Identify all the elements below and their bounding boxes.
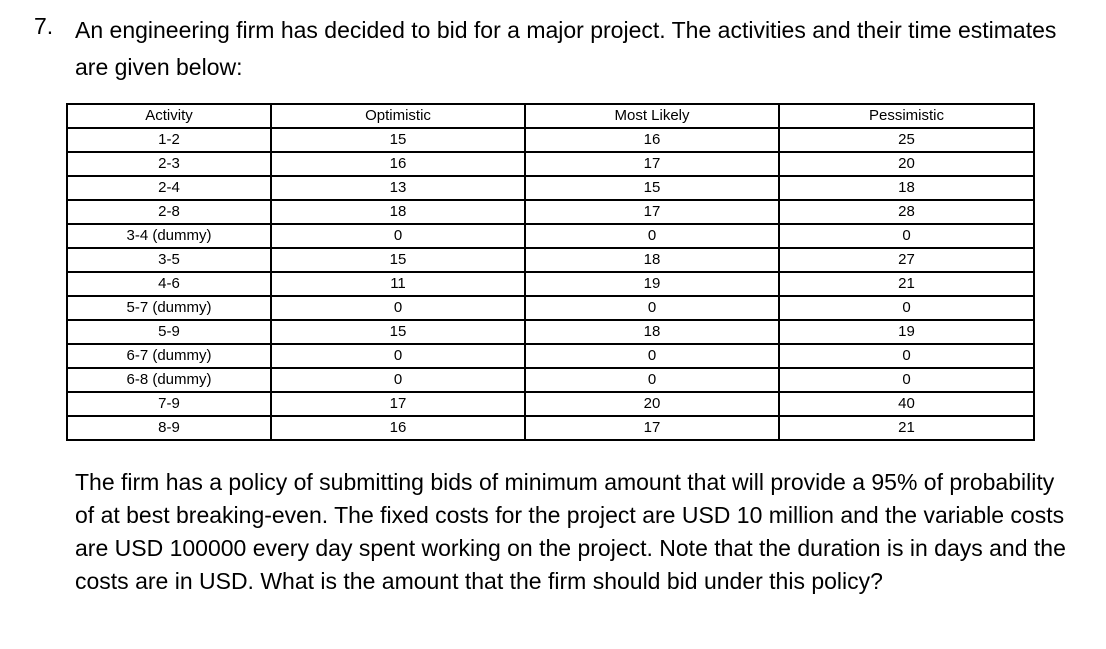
optimistic-cell: 16 [271, 416, 525, 440]
table-row [67, 320, 1034, 344]
table-row [67, 176, 1034, 200]
optimistic-cell: 0 [271, 224, 525, 248]
optimistic-cell: 0 [271, 296, 525, 320]
table-body [67, 128, 1034, 440]
table-row [67, 392, 1034, 416]
optimistic-cell: 15 [271, 128, 525, 152]
pessimistic-cell: 0 [779, 344, 1034, 368]
question-body: The firm has a policy of submitting bids of minimum amount that will provide a 95% of probability of at best breaking-even. The fixed costs for the project are USD 10 million and the variable costs are USD 100000 every day spent working on the project. Note that the duration is in days and the costs are in USD. What is the amount that the firm should bid under this policy? [75, 469, 1066, 594]
most-likely-cell: 17 [525, 152, 779, 176]
activity-cell: 7-9 [67, 392, 271, 416]
activity-time-table [66, 103, 1035, 441]
most-likely-cell: 18 [525, 320, 779, 344]
activity-cell: 2-8 [67, 200, 271, 224]
pessimistic-cell: 0 [779, 296, 1034, 320]
optimistic-cell: 17 [271, 392, 525, 416]
table-row [67, 344, 1034, 368]
table-row [67, 296, 1034, 320]
activity-cell: 2-3 [67, 152, 271, 176]
table-row [67, 128, 1034, 152]
pessimistic-cell: 21 [779, 272, 1034, 296]
pessimistic-cell: 25 [779, 128, 1034, 152]
optimistic-cell: 0 [271, 368, 525, 392]
pessimistic-cell: 21 [779, 416, 1034, 440]
activity-cell: 5-9 [67, 320, 271, 344]
optimistic-cell: 15 [271, 248, 525, 272]
most-likely-cell: 19 [525, 272, 779, 296]
pessimistic-cell: 27 [779, 248, 1034, 272]
most-likely-cell: 15 [525, 176, 779, 200]
activity-cell: 2-4 [67, 176, 271, 200]
optimistic-cell: 16 [271, 152, 525, 176]
header-most-likely: Most Likely [525, 104, 779, 128]
optimistic-cell: 0 [271, 344, 525, 368]
optimistic-cell: 18 [271, 200, 525, 224]
question-number: 7. [34, 13, 54, 39]
most-likely-cell: 0 [525, 296, 779, 320]
question-intro: An engineering firm has decided to bid for a major project. The activities and their time estimates are given below: [75, 17, 1057, 80]
table-row [67, 272, 1034, 296]
activity-cell: 3-4 (dummy) [67, 224, 271, 248]
pessimistic-cell: 28 [779, 200, 1034, 224]
most-likely-cell: 0 [525, 344, 779, 368]
activity-cell: 4-6 [67, 272, 271, 296]
most-likely-cell: 17 [525, 416, 779, 440]
activity-cell: 6-8 (dummy) [67, 368, 271, 392]
pessimistic-cell: 40 [779, 392, 1034, 416]
header-pessimistic: Pessimistic [779, 104, 1034, 128]
table-header-row [67, 104, 1034, 128]
activity-cell: 3-5 [67, 248, 271, 272]
most-likely-cell: 0 [525, 224, 779, 248]
pessimistic-cell: 20 [779, 152, 1034, 176]
pessimistic-cell: 19 [779, 320, 1034, 344]
pessimistic-cell: 0 [779, 224, 1034, 248]
most-likely-cell: 18 [525, 248, 779, 272]
activity-cell: 1-2 [67, 128, 271, 152]
table-row [67, 368, 1034, 392]
activity-cell: 8-9 [67, 416, 271, 440]
optimistic-cell: 11 [271, 272, 525, 296]
pessimistic-cell: 18 [779, 176, 1034, 200]
table-row [67, 152, 1034, 176]
pessimistic-cell: 0 [779, 368, 1034, 392]
header-activity: Activity [67, 104, 271, 128]
optimistic-cell: 13 [271, 176, 525, 200]
most-likely-cell: 17 [525, 200, 779, 224]
table-row [67, 200, 1034, 224]
optimistic-cell: 15 [271, 320, 525, 344]
table-row [67, 248, 1034, 272]
activity-cell: 6-7 (dummy) [67, 344, 271, 368]
activity-cell: 5-7 (dummy) [67, 296, 271, 320]
header-optimistic: Optimistic [271, 104, 525, 128]
table-row [67, 224, 1034, 248]
most-likely-cell: 16 [525, 128, 779, 152]
most-likely-cell: 0 [525, 368, 779, 392]
table-row [67, 416, 1034, 440]
most-likely-cell: 20 [525, 392, 779, 416]
